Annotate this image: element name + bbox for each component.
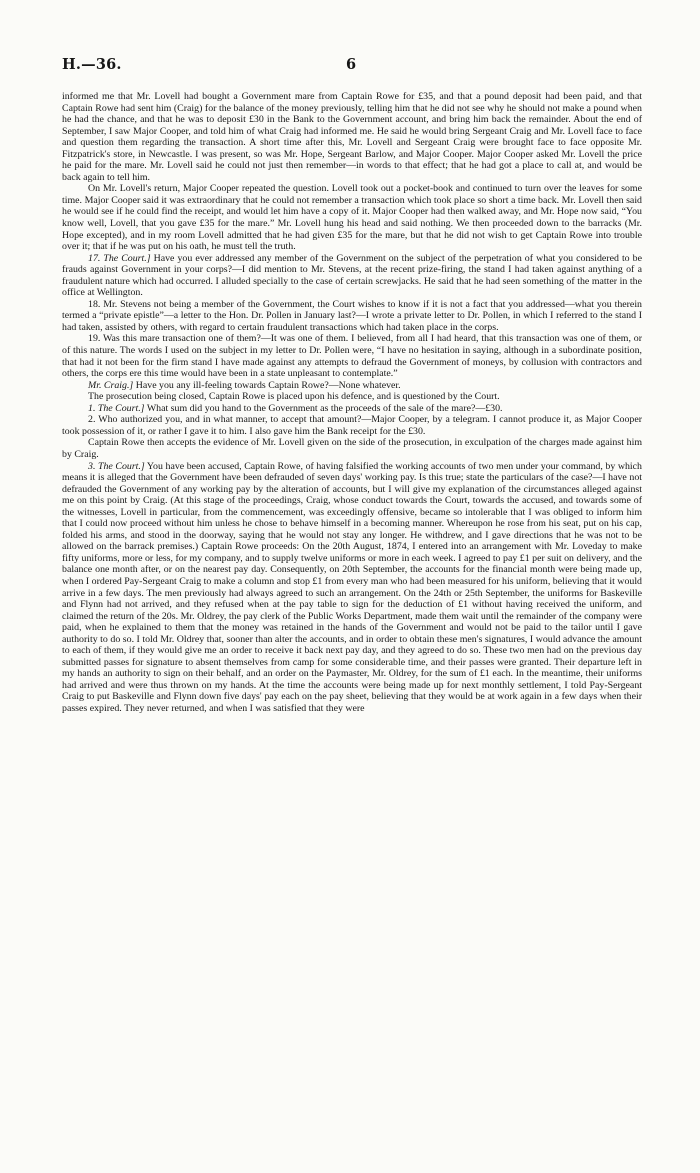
defence-question-1 xyxy=(62,403,642,415)
question-18 xyxy=(62,299,642,334)
speaker-lead: Mr. Craig.] xyxy=(88,379,134,391)
paragraph-text: Have you any ill-feeling towards Captain Rowe?—None whatever. xyxy=(133,379,401,391)
paragraph-text: You have been accused, Captain Rowe, of having falsified the working accounts of two men under your command, by which means it is alleged that the Government have been defrauded of seven days' working pay. Is this true; state the particulars of the case?—I have not defrauded the Government of any working pay by the alteration of accounts, but I will give my explanation of the circumstances alleged against me on this point by Craig. (At this stage of the proceedings, Craig, whose conduct towards the Court, towards the accused, and towards some of the witnesses, Lovell in particular, from the commencement, was exceedingly offensive, became so intolerable that I was obliged to inform him that I could now proceed without him unless he chose to behave himself in a becoming manner. Whereupon he rose from his seat, put on his cap, folded his arms, and stood in the doorway, saying that he would not stay any longer. He withdrew, and I gave directions that he was not to be allowed on the barrack premises.) Captain Rowe proceeds: On the 20th August, 1874, I entered into an arrangement with Mr. Loveday to make fifty uniforms, more or less, for my company, and to supply twelve uniforms or more in each week. I agreed to pay £1 per suit on delivery, and the balance one month after, or on the nearest pay day. Consequently, on 20th September, the accounts for the financial month were being made up, when I ordered Pay-Sergeant Craig to make a column and stop £1 from every man who had been measured for his uniform, believing that it would arrive in a few days. The men previously had always agreed to such an arrangement. On the 24th or 25th September, the uniforms for Baskeville and Flynn had not arrived, and they refused when at the pay table to sign for the deduction of £1 without having received the uniform, and claimed the return of the 20s. Mr. Oldrey, the pay clerk of the Public Works Department, made them wait until the remainder of the company were paid, when he explained to them that the money was retained in the hands of the Government and would not be paid to the tailor until I gave authority to do so. I told Mr. Oldrey that, sooner than alter the accounts, and in order to obtain these men's signatures, I would advance the amount to each of them, if they would give me an order to receive it back next pay day, and they agreed to do so. These two men had on the previous day submitted passes for signature to absent themselves from camp for some considerable time, and their passes were granted. Their departure left in my hands an authority to sign on their behalf, and an order on the Paymaster, Mr. Oldrey, for the sum of £1 each. In the meantime, their uniforms had arrived and were thus thrown on my hands. At the time the accounts were being made up for next monthly settlement, I told Pay-Sergeant Craig to put Baskeville and Flynn down five days' pay each on the pay sheet, believing that they would be at work again in a few days when their passes expired. They never returned, and when I was satisfied that they were xyxy=(62,460,642,714)
speaker-lead: 1. The Court.] xyxy=(88,402,145,414)
paragraph-text: The prosecution being closed, Captain Rowe is placed upon his defence, and is questioned by the Court. xyxy=(88,391,500,403)
paragraph-text: informed me that Mr. Lovell had bought a Government mare from Captain Rowe for £35, and that a pound deposit had been paid, and that Captain Rowe had sent him (Craig) for the balance of the money previously, telling him that he did not see why he should not make a pound when he had the chance, and that he was to deposit £30 in the Bank to the Government account, and bring him back the remainder. About the end of September, I saw Major Cooper, and told him of what Craig had informed me. He said he would bring Sergeant Craig and Mr. Lovell face to face and question them regarding the transaction. A short time after this, Mr. Lovell and Sergeant Craig were brought face to face opposite Mr. Fitzpatrick's store, in Newcastle. I was present, so was Mr. Hope, Sergeant Barlow, and Major Cooper. Major Cooper asked Mr. Lovell the price he paid for the mare. Mr. Lovell said he could not just then remember—in words to that effect; that he had got a place to call at, and would be back again to tell him. xyxy=(62,91,642,183)
paragraph-2 xyxy=(62,183,642,252)
speaker-lead: 17. The Court.] xyxy=(88,252,151,264)
page-number: 6 xyxy=(346,56,357,73)
paragraph-text: 2. Who authorized you, and in what manner, to accept that amount?—Major Cooper, by a telegram. I cannot produce it, as Major Cooper took possession of it, or rather I gave it to him. I also gave him the Bank receipt for the £30. xyxy=(62,414,642,437)
body-text xyxy=(62,91,642,715)
running-header xyxy=(62,56,642,76)
paragraph-1 xyxy=(62,91,642,183)
speaker-lead: 3. The Court.] xyxy=(88,460,145,472)
prosecution-closed xyxy=(62,391,642,403)
paragraph-text: 18. Mr. Stevens not being a member of the Government, the Court wishes to know if it is not a fact that you addressed—what you therein termed a “private epistle”—a letter to the Hon. Dr. Pollen in January last?—I wrote a private letter to Dr. Pollen, in which I referred to the stand I had taken, assisted by others, with regard to certain fraudulent transactions which had taken place in the corps. xyxy=(62,298,642,333)
question-17 xyxy=(62,253,642,299)
defence-question-2 xyxy=(62,414,642,437)
paragraph-text: On Mr. Lovell's return, Major Cooper repeated the question. Lovell took out a pocket-book and continued to turn over the leaves for some time. Major Cooper said it was extraordinary that he could not remember a transaction which took place so short a time back. Mr. Lovell then said he would see if he could find the receipt, and would let him have a copy of it. Major Cooper had then walked away, and Mr. Hope now said, “You know well, Lovell, that you gave £35 for the mare.” Mr. Lovell hung his head and said nothing. We then proceeded down to the barracks (Mr. Hope excepted), and in my room Lovell admitted that he had given £35 for the mare, but that he did not wish to get Captain Rowe into trouble over it; that if he was put on his oath, he must tell the truth. xyxy=(62,183,642,253)
paragraph-text: Have you ever addressed any member of the Government on the subject of the perpetration of what you considered to be frauds against Government in your corps?—I did mention to Mr. Stevens, at the recent prize-firing, the stand I had taken against anything of a fraudulent nature which had occurred. I alluded specially to the case of certain screwjacks. He said that he had seen something of the matter in the office at Wellington. xyxy=(62,252,642,299)
defence-question-3 xyxy=(62,461,642,715)
paragraph-text: What sum did you hand to the Government as the proceeds of the sale of the mare?—£30. xyxy=(144,402,503,414)
paragraph-text: 19. Was this mare transaction one of them?—It was one of them. I believed, from all I had heard, that this transaction was one of them, or of this nature. The words I used on the subject in my letter to Dr. Pollen were, “I have no hesitation in saying, although in a subordinate position, that had it not been for the firm stand I have made against any attempts to defraud the Government of moneys, by collusion with contractors and others, the corps ere this time would have been in a state unpleasant to contemplate.” xyxy=(62,333,642,380)
paragraph-text: Captain Rowe then accepts the evidence of Mr. Lovell given on the side of the prosecution, in exculpation of the charges made against him by Craig. xyxy=(62,437,642,460)
document-code: H.—36. xyxy=(62,56,122,73)
craig-question xyxy=(62,380,642,392)
evidence-accepted xyxy=(62,437,642,460)
question-19 xyxy=(62,333,642,379)
